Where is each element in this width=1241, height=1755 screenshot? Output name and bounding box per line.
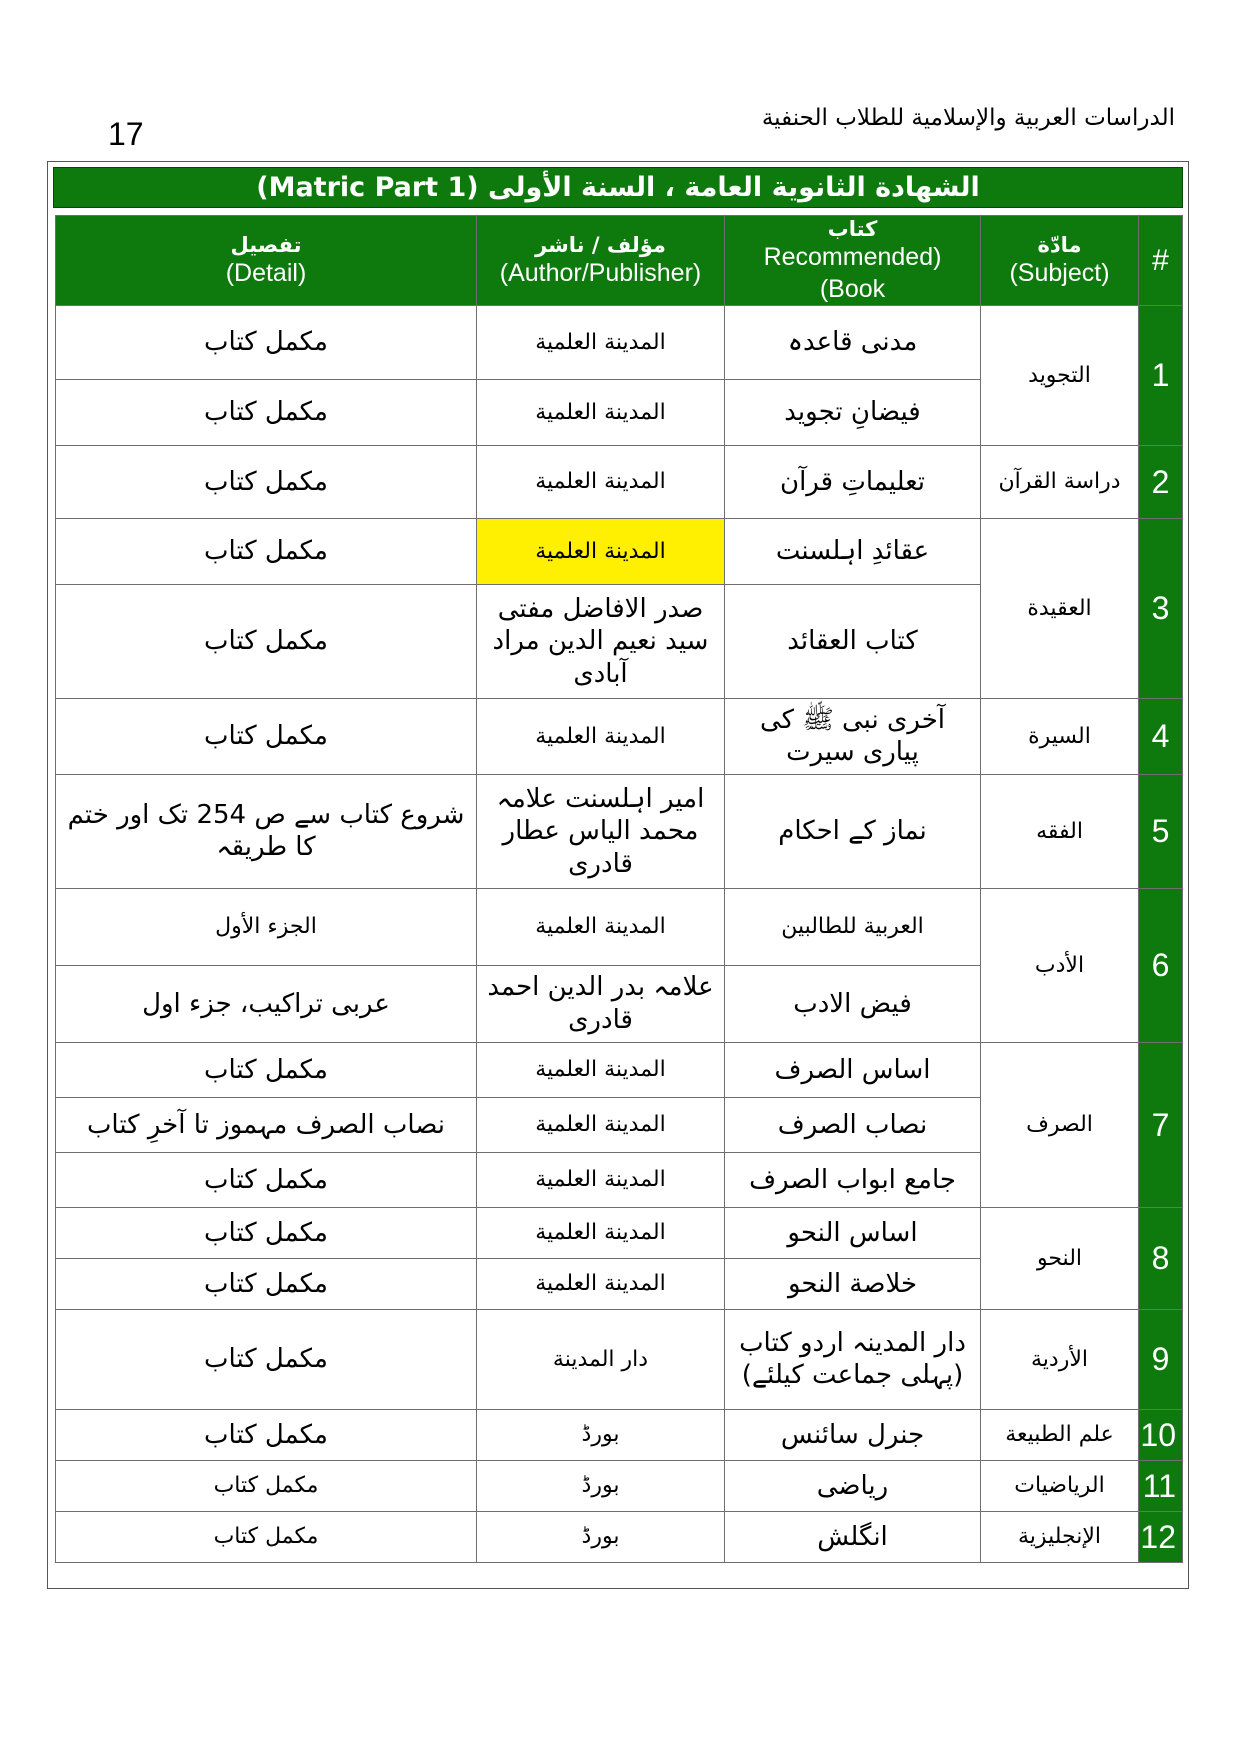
row-number: 4 bbox=[1139, 698, 1183, 774]
detail-cell: مکمل کتاب bbox=[56, 698, 477, 774]
detail-cell: الجزء الأول bbox=[56, 888, 477, 965]
book-cell: اساس النحو bbox=[725, 1207, 981, 1258]
table-row bbox=[56, 518, 1183, 584]
author-cell: المدینة العلمیة bbox=[477, 1207, 725, 1258]
row-number: 12 bbox=[1139, 1511, 1183, 1562]
header-row bbox=[56, 216, 1183, 306]
author-cell-highlighted: المدینة العلمیة bbox=[477, 518, 725, 584]
row-number: 6 bbox=[1139, 888, 1183, 1042]
syllabus-table bbox=[55, 215, 1183, 1563]
subject-cell: العقیدة bbox=[981, 518, 1139, 698]
book-cell: نصاب الصرف bbox=[725, 1097, 981, 1152]
row-number: 2 bbox=[1139, 445, 1183, 518]
row-number: 3 bbox=[1139, 518, 1183, 698]
book-cell: جامع ابواب الصرف bbox=[725, 1152, 981, 1207]
table-row bbox=[56, 774, 1183, 888]
detail-cell: مکمل کتاب bbox=[56, 1309, 477, 1409]
book-cell: دار المدینہ اردو کتاب (پہلی جماعت کیلئے) bbox=[725, 1309, 981, 1409]
section-banner: الشهادة الثانوية العامة ، السنة الأولى (Matric Part 1) bbox=[53, 167, 1183, 208]
row-number: 1 bbox=[1139, 305, 1183, 445]
subject-cell: الأردية bbox=[981, 1309, 1139, 1409]
author-cell: بورڈ bbox=[477, 1511, 725, 1562]
subject-cell: الأدب bbox=[981, 888, 1139, 1042]
book-cell: کتاب العقائد bbox=[725, 584, 981, 698]
subject-cell: الصرف bbox=[981, 1042, 1139, 1207]
table-row bbox=[56, 888, 1183, 965]
subject-cell: الرياضيات bbox=[981, 1460, 1139, 1511]
running-head: الدراسات العربية والإسلامية للطلاب الحنفية bbox=[761, 105, 1175, 131]
subject-cell: الإنجليزية bbox=[981, 1511, 1139, 1562]
table-row bbox=[56, 1207, 1183, 1258]
book-cell: اساس الصرف bbox=[725, 1042, 981, 1097]
detail-cell: شروع کتاب سے ص 254 تک اور ختم کا طریقہ bbox=[56, 774, 477, 888]
book-cell: فیضانِ تجوید bbox=[725, 379, 981, 445]
book-cell: نماز کے احکام bbox=[725, 774, 981, 888]
author-cell: علامہ بدر الدین احمد قادری bbox=[477, 965, 725, 1042]
row-number: 8 bbox=[1139, 1207, 1183, 1309]
book-cell: عقائدِ اہلسنت bbox=[725, 518, 981, 584]
detail-cell: مکمل کتاب bbox=[56, 1409, 477, 1460]
subject-cell: دراسة القرآن bbox=[981, 445, 1139, 518]
author-cell: المدینة العلمیة bbox=[477, 698, 725, 774]
detail-cell: عربی تراکیب، جزء اول bbox=[56, 965, 477, 1042]
author-cell: المدینة العلمیة bbox=[477, 379, 725, 445]
author-cell: المدینة العلمیة bbox=[477, 888, 725, 965]
detail-cell: مکمل کتاب bbox=[56, 379, 477, 445]
detail-cell: مکمل کتاب bbox=[56, 1152, 477, 1207]
row-number: 9 bbox=[1139, 1309, 1183, 1409]
detail-cell: مکمل کتاب bbox=[56, 584, 477, 698]
author-cell: المدینة العلمیة bbox=[477, 445, 725, 518]
column-header-subject bbox=[981, 216, 1139, 306]
subject-cell: النحو bbox=[981, 1207, 1139, 1309]
detail-cell: مکمل کتاب bbox=[56, 305, 477, 379]
author-cell: المدینة العلمیة bbox=[477, 1097, 725, 1152]
column-header-book bbox=[725, 216, 981, 306]
subject-cell: الفقه bbox=[981, 774, 1139, 888]
column-header-book-ar: کتاب bbox=[827, 217, 878, 241]
column-header-detail-en: (Detail) bbox=[225, 258, 307, 287]
column-header-subject-en: (Subject) bbox=[1009, 258, 1110, 287]
row-number: 5 bbox=[1139, 774, 1183, 888]
book-cell: ریاضی bbox=[725, 1460, 981, 1511]
column-header-author bbox=[477, 216, 725, 306]
table-row bbox=[56, 1042, 1183, 1097]
table-row bbox=[56, 445, 1183, 518]
book-cell: العربية للطالبين bbox=[725, 888, 981, 965]
detail-cell: مکمل کتاب bbox=[56, 1042, 477, 1097]
book-cell: جنرل سائنس bbox=[725, 1409, 981, 1460]
detail-cell: مکمل کتاب bbox=[56, 1258, 477, 1309]
column-header-number: # bbox=[1139, 216, 1183, 306]
author-cell: المدینة العلمیة bbox=[477, 305, 725, 379]
book-cell: انگلش bbox=[725, 1511, 981, 1562]
detail-cell: مکمل کتاب bbox=[56, 1460, 477, 1511]
column-header-author-en: (Author/Publisher) bbox=[499, 258, 702, 287]
book-cell: آخری نبی ﷺ کی پیاری سیرت bbox=[725, 698, 981, 774]
table-row bbox=[56, 305, 1183, 379]
row-number: 11 bbox=[1139, 1460, 1183, 1511]
row-number: 10 bbox=[1139, 1409, 1183, 1460]
column-header-author-ar: مؤلف / ناشر bbox=[535, 232, 666, 257]
detail-cell: مکمل کتاب bbox=[56, 1207, 477, 1258]
column-header-subject-ar: مادّة bbox=[1037, 232, 1082, 257]
page-number: 17 bbox=[108, 116, 144, 152]
detail-cell: نصاب الصرف مہموز تا آخرِ کتاب bbox=[56, 1097, 477, 1152]
book-cell: مدنی قاعدہ bbox=[725, 305, 981, 379]
subject-cell: السیرة bbox=[981, 698, 1139, 774]
author-cell: المدینة العلمیة bbox=[477, 1258, 725, 1309]
table-row bbox=[56, 698, 1183, 774]
table-row bbox=[56, 1309, 1183, 1409]
subject-cell: علم الطبیعة bbox=[981, 1409, 1139, 1460]
book-cell: فیض الادب bbox=[725, 965, 981, 1042]
author-cell: المدینة العلمیة bbox=[477, 1152, 725, 1207]
author-cell: امیر اہلسنت علامہ محمد الیاس عطار قادری bbox=[477, 774, 725, 888]
column-header-detail-ar: تفصيل bbox=[230, 232, 302, 257]
table-row bbox=[56, 1511, 1183, 1562]
author-cell: بورڈ bbox=[477, 1409, 725, 1460]
row-number: 7 bbox=[1139, 1042, 1183, 1207]
author-cell: صدر الافاضل مفتی سید نعیم الدین مراد آبادی bbox=[477, 584, 725, 698]
book-cell: تعلیماتِ قرآن bbox=[725, 445, 981, 518]
column-header-book-en: (Recommended Book) bbox=[763, 243, 942, 303]
book-cell: خلاصة النحو bbox=[725, 1258, 981, 1309]
author-cell: المدینة العلمیة bbox=[477, 1042, 725, 1097]
detail-cell: مکمل کتاب bbox=[56, 1511, 477, 1562]
table-row bbox=[56, 1460, 1183, 1511]
table-row bbox=[56, 1409, 1183, 1460]
detail-cell: مکمل کتاب bbox=[56, 518, 477, 584]
detail-cell: مکمل کتاب bbox=[56, 445, 477, 518]
column-header-detail bbox=[56, 216, 477, 306]
author-cell: بورڈ bbox=[477, 1460, 725, 1511]
subject-cell: التجوید bbox=[981, 305, 1139, 445]
author-cell: دار المدینة bbox=[477, 1309, 725, 1409]
